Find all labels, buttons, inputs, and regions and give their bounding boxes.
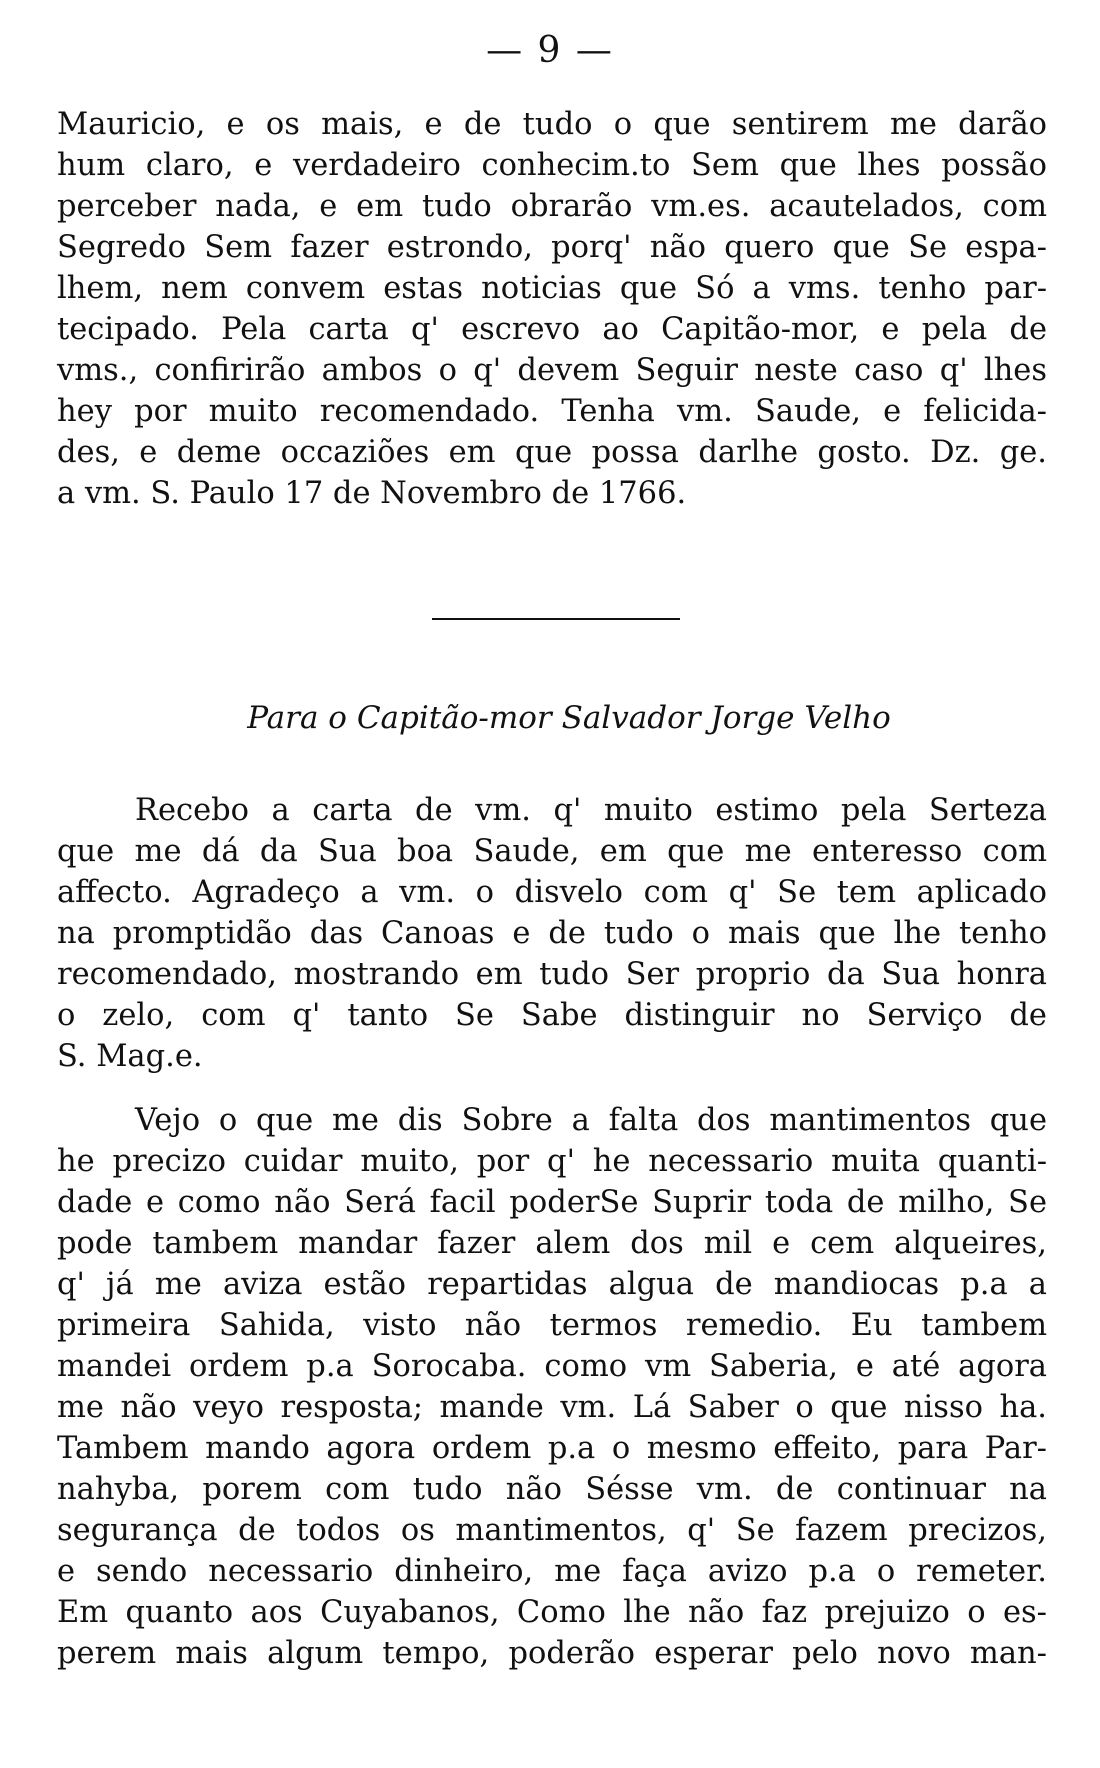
text-line: recomendado, mostrando em tudo Ser proprio da Sua honra	[57, 957, 1047, 992]
text-line: dade e como não Será facil poderSe Suprir toda de milho, Se	[57, 1185, 1047, 1220]
text-line: perceber nada, e em tudo obrarão vm.es. acautelados, com	[57, 189, 1047, 224]
text-line: he precizo cuidar muito, por q' he necessario muita quanti-	[57, 1144, 1047, 1179]
text-line: lhem, nem convem estas noticias que Só a vms. tenho par-	[57, 271, 1047, 306]
text-line: que me dá da Sua boa Saude, em que me enteresso com	[57, 834, 1047, 869]
text-line: na promptidão das Canoas e de tudo o mais que lhe tenho	[57, 916, 1047, 951]
text-line: primeira Sahida, visto não termos remedio. Eu tambem	[57, 1308, 1047, 1343]
text-line: Em quanto aos Cuyabanos, Como lhe não faz prejuizo o es-	[57, 1595, 1047, 1630]
letter-paragraph-1	[57, 104, 1047, 514]
text-line: Vejo o que me dis Sobre a falta dos mantimentos que	[135, 1103, 1047, 1138]
text-line: hey por muito recomendado. Tenha vm. Saude, e felicida-	[57, 394, 1047, 429]
letter-paragraph-2	[57, 790, 1047, 1077]
text-line: me não veyo resposta; mande vm. Lá Saber o que nisso ha.	[57, 1390, 1047, 1425]
text-line: des, e deme occaziões em que possa darlhe gosto. Dz. ge.	[57, 435, 1047, 470]
text-line: q' já me aviza estão repartidas algua de mandiocas p.a a	[57, 1267, 1047, 1302]
text-line: mandei ordem p.a Sorocaba. como vm Saberia, e até agora	[57, 1349, 1047, 1384]
text-line: a vm. S. Paulo 17 de Novembro de 1766.	[57, 476, 687, 511]
text-line: Tambem mando agora ordem p.a o mesmo effeito, para Par-	[57, 1431, 1047, 1466]
letter-heading: Para o Capitão-mor Salvador Jorge Velho	[247, 700, 891, 736]
text-line: nahyba, porem com tudo não Sésse vm. de continuar na	[57, 1472, 1047, 1507]
section-divider	[432, 618, 680, 620]
text-line: tecipado. Pela carta q' escrevo ao Capitão-mor, e pela de	[57, 312, 1047, 347]
text-line: pode tambem mandar fazer alem dos mil e cem alqueires,	[57, 1226, 1047, 1261]
page-number: — 9 —	[486, 30, 614, 71]
text-line: affecto. Agradeço a vm. o disvelo com q' Se tem aplicado	[57, 875, 1047, 910]
text-line: segurança de todos os mantimentos, q' Se fazem precizos,	[57, 1513, 1047, 1548]
text-line: e sendo necessario dinheiro, me faça avizo p.a o remeter.	[57, 1554, 1047, 1589]
text-line: perem mais algum tempo, poderão esperar pelo novo man-	[57, 1636, 1047, 1671]
text-line: S. Mag.e.	[57, 1039, 203, 1074]
text-line: o zelo, com q' tanto Se Sabe distinguir no Serviço de	[57, 998, 1047, 1033]
text-line: hum claro, e verdadeiro conhecim.to Sem que lhes possão	[57, 148, 1047, 183]
letter-paragraph-3	[57, 1100, 1047, 1674]
text-line: Recebo a carta de vm. q' muito estimo pela Serteza	[135, 793, 1047, 828]
text-line: Segredo Sem fazer estrondo, porq' não quero que Se espa-	[57, 230, 1047, 265]
text-line: Mauricio, e os mais, e de tudo o que sentirem me darão	[57, 107, 1047, 142]
text-line: vms., confirirão ambos o q' devem Seguir neste caso q' lhes	[57, 353, 1047, 388]
